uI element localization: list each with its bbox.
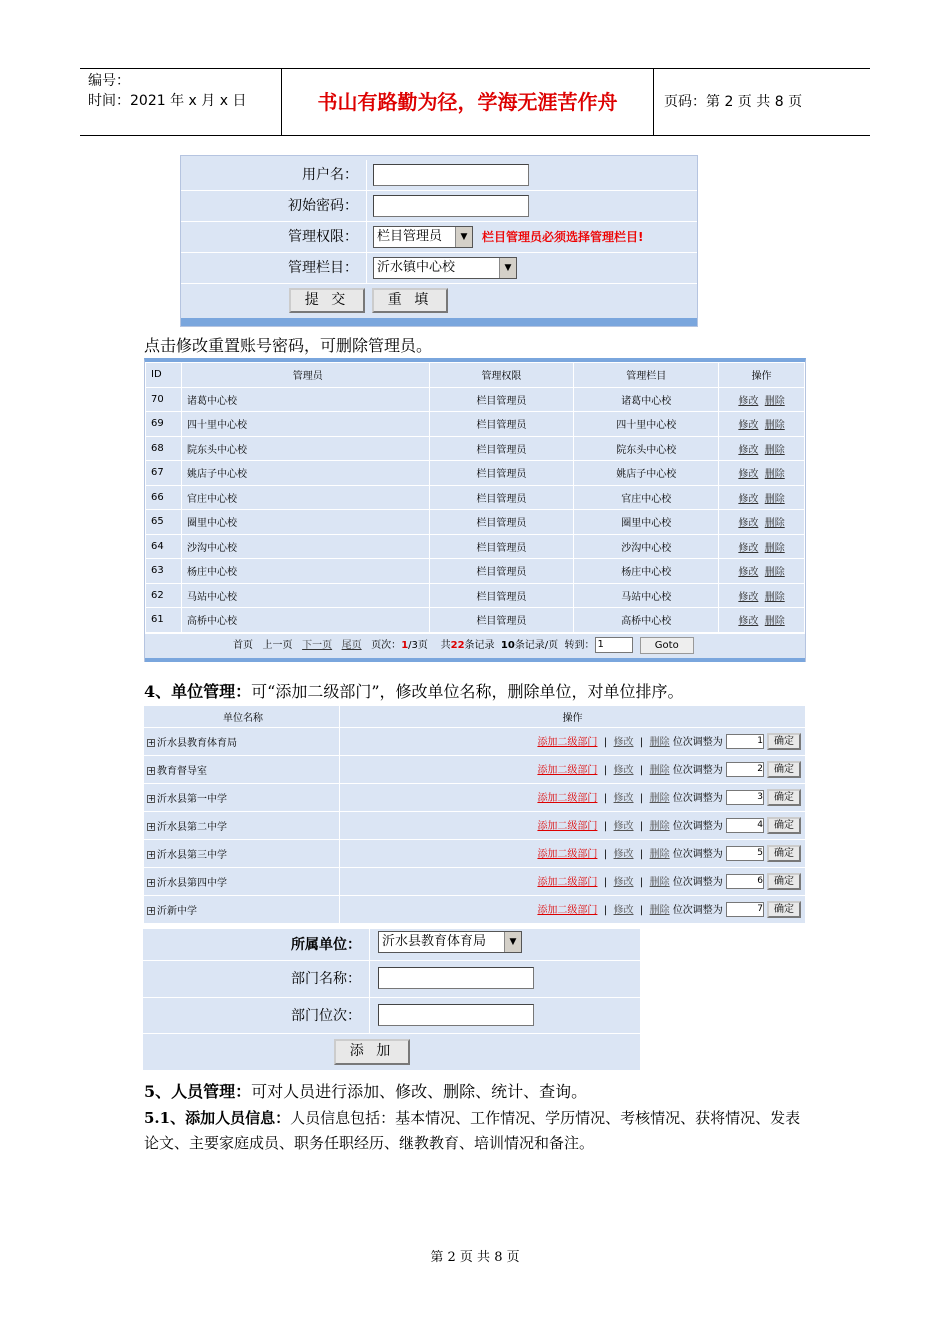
delete-link[interactable]: 删除 [649,792,670,804]
reset-button[interactable]: 重 填 [372,288,448,313]
cell-admin-name: 官庄中心校 [181,485,429,510]
permission-select[interactable] [373,226,473,248]
col-header-actions: 操作 [719,363,805,388]
delete-link[interactable]: 删除 [649,736,670,748]
add-sub-department-link[interactable]: 添加二级部门 [537,764,598,776]
cell-unit-actions [340,868,806,896]
cell-unit-actions [340,756,806,784]
page-footer: 第 2 页 共 8 页 [430,1250,520,1265]
cell-id: 69 [146,412,182,437]
edit-link[interactable]: 修改 [738,444,759,456]
confirm-button[interactable]: 确定 [767,817,801,834]
cell-column: 马站中心校 [574,583,719,608]
table-row [146,387,805,412]
add-department-form [143,929,640,1070]
section5-title: 5、人员管理： [144,1082,252,1101]
table-header-row [146,363,805,388]
table-row [144,756,806,784]
separator: | [633,904,650,916]
order-input[interactable]: 5 [726,846,764,861]
order-input[interactable]: 3 [726,790,764,805]
expand-icon[interactable]: + [148,766,155,775]
cell-unit-name [144,784,340,812]
unit-name: 教育督导室 [157,766,207,777]
cell-actions [719,608,805,633]
table-row [146,412,805,437]
col-header-permission: 管理权限 [429,363,574,388]
table-row [146,559,805,584]
cell-permission: 栏目管理员 [429,534,574,559]
cell-permission: 栏目管理员 [429,436,574,461]
delete-link[interactable]: 删除 [764,616,785,628]
cell-actions [719,461,805,486]
cell-actions [719,534,805,559]
column-row [181,253,697,284]
delete-link[interactable]: 删除 [764,567,785,579]
delete-link[interactable]: 删除 [764,493,785,505]
cell-column: 杨庄中心校 [574,559,719,584]
form-buttons-row [181,284,697,315]
separator: | [597,736,614,748]
add-sub-department-link[interactable]: 添加二级部门 [537,792,598,804]
cell-admin-name: 诸葛中心校 [181,387,429,412]
unit-name: 沂水县第二中学 [157,822,227,833]
add-sub-department-link[interactable]: 添加二级部门 [537,848,598,860]
para-admin-note: 点击修改重置账号密码，可删除管理员。 [144,336,433,355]
form-bottom-bar [181,318,697,326]
cell-permission: 栏目管理员 [429,485,574,510]
pager-next[interactable]: 下一页 [302,640,333,651]
dept-order-input[interactable] [378,1004,534,1026]
edit-link[interactable]: 修改 [738,591,759,603]
submit-button[interactable]: 提 交 [289,288,365,313]
confirm-button[interactable]: 确定 [767,845,801,862]
header-meta [80,69,282,135]
delete-link[interactable]: 删除 [764,469,785,481]
confirm-button[interactable]: 确定 [767,873,801,890]
table-row [146,510,805,535]
pager-per-page: 10 [500,640,515,651]
column-select[interactable] [373,257,517,279]
table-row [146,534,805,559]
cell-actions [719,559,805,584]
separator: | [597,792,614,804]
chevron-down-icon: ▼ [504,932,521,952]
table-row [144,840,806,868]
cell-permission: 栏目管理员 [429,583,574,608]
parent-select[interactable] [378,931,522,953]
edit-link[interactable]: 修改 [738,469,759,481]
delete-link[interactable]: 删除 [764,395,785,407]
edit-link[interactable]: 修改 [613,736,634,748]
cell-id: 62 [146,583,182,608]
edit-link[interactable]: 修改 [738,493,759,505]
add-department-button[interactable]: 添 加 [334,1039,410,1065]
cell-actions [719,485,805,510]
delete-link[interactable]: 删除 [649,904,670,916]
order-label: 位次调整为 [672,736,723,748]
separator: | [597,848,614,860]
edit-link[interactable]: 修改 [738,518,759,530]
dept-name-row [143,961,640,998]
section5-paragraph [144,1080,587,1104]
delete-link[interactable]: 删除 [764,542,785,554]
section5-text: 可对人员进行添加、修改、删除、统计、查询。 [251,1082,588,1101]
pager-per-page-suffix: 条记录/页 [514,640,559,651]
cell-actions [719,387,805,412]
confirm-button[interactable]: 确定 [767,789,801,806]
pager-goto-button[interactable]: Goto [640,637,694,654]
parent-row [143,929,640,961]
add-sub-department-link[interactable]: 添加二级部门 [537,876,598,888]
order-label: 位次调整为 [672,904,723,916]
cell-id: 68 [146,436,182,461]
order-input[interactable]: 1 [726,734,764,749]
cell-id: 67 [146,461,182,486]
cell-column: 四十里中心校 [574,412,719,437]
pagination [145,634,805,658]
add-admin-form [180,155,698,327]
cell-id: 64 [146,534,182,559]
parent-value: 沂水县教育体育局 [382,934,487,949]
cell-actions [719,583,805,608]
section51-text: 人员信息包括：基本情况、工作情况、学历情况、考核情况、获将情况、发表论文、主要家庭成员、职务任职经历、继教教育、培训情况和备注。 [144,1109,801,1152]
password-label: 初始密码： [181,191,367,222]
expand-icon[interactable]: + [148,794,155,803]
cell-unit-name [144,728,340,756]
cell-column: 官庄中心校 [574,485,719,510]
permission-warning: 栏目管理员必须选择管理栏目! [482,230,644,244]
delete-link[interactable]: 删除 [649,876,670,888]
pager-page-current: 1 [401,640,409,651]
order-input[interactable]: 4 [726,818,764,833]
pager-goto-label: 转到： [564,640,595,651]
username-label: 用户名： [181,160,367,191]
cell-permission: 栏目管理员 [429,412,574,437]
time-label: 时间：2021 年 x 月 x 日 [88,93,247,109]
unit-name: 沂水县第三中学 [157,850,227,861]
delete-link[interactable]: 删除 [649,820,670,832]
cell-admin-name: 马站中心校 [181,583,429,608]
col-header-admin: 管理员 [181,363,429,388]
table-header-row [144,706,806,728]
separator: | [633,848,650,860]
chevron-down-icon: ▼ [455,227,472,247]
cell-actions [719,510,805,535]
unit-name: 沂新中学 [157,906,197,917]
pager-total-suffix: 条记录 [464,640,495,651]
cell-permission: 栏目管理员 [429,608,574,633]
separator: | [633,820,650,832]
cell-admin-name: 院东头中心校 [181,436,429,461]
col-header-unit-actions: 操作 [340,706,806,728]
dept-name-input[interactable] [378,967,534,989]
cell-column: 沙沟中心校 [574,534,719,559]
cell-admin-name: 沙沟中心校 [181,534,429,559]
table-row [144,784,806,812]
table-row [144,868,806,896]
dept-name-label: 部门名称： [143,961,370,997]
section51-paragraph [144,1106,809,1156]
cell-actions [719,436,805,461]
cell-permission: 栏目管理员 [429,510,574,535]
add-sub-department-link[interactable]: 添加二级部门 [537,904,598,916]
confirm-button[interactable]: 确定 [767,901,801,918]
cell-column: 圈里中心校 [574,510,719,535]
number-label: 编号： [88,73,130,89]
delete-link[interactable]: 删除 [764,420,785,432]
expand-icon[interactable]: + [148,906,155,915]
edit-link[interactable]: 修改 [613,820,634,832]
edit-link[interactable]: 修改 [613,792,634,804]
pager-page-total: /3页 [408,640,428,651]
order-label: 位次调整为 [672,764,723,776]
table-row [146,436,805,461]
separator: | [597,764,614,776]
separator: | [633,792,650,804]
cell-admin-name: 圈里中心校 [181,510,429,535]
order-label: 位次调整为 [672,848,723,860]
pager-total-prefix: 共 [440,640,451,651]
table-row [146,485,805,510]
table-row [144,812,806,840]
cell-actions [719,412,805,437]
col-header-column: 管理栏目 [574,363,719,388]
username-input[interactable] [373,164,529,186]
edit-link[interactable]: 修改 [613,904,634,916]
separator: | [597,904,614,916]
pager-prev[interactable]: 上一页 [262,640,293,651]
delete-link[interactable]: 删除 [764,518,785,530]
delete-link[interactable]: 删除 [764,591,785,603]
permission-label: 管理权限： [181,222,367,253]
unit-name: 沂水县第一中学 [157,794,227,805]
edit-link[interactable]: 修改 [613,848,634,860]
pager-first[interactable]: 首页 [233,640,253,651]
confirm-button[interactable]: 确定 [767,733,801,750]
cell-id: 70 [146,387,182,412]
pager-goto-input[interactable]: 1 [595,637,633,653]
chevron-down-icon: ▼ [499,258,516,278]
cell-unit-actions [340,896,806,924]
expand-icon[interactable]: + [148,850,155,859]
edit-link[interactable]: 修改 [738,567,759,579]
parent-label: 所属单位： [143,929,370,960]
cell-unit-actions [340,840,806,868]
header-page-info: 页码：第 2 页 共 8 页 [664,94,803,110]
delete-link[interactable]: 删除 [764,444,785,456]
section4-text: 可“添加二级部门”，修改单位名称，删除单位，对单位排序。 [251,682,684,701]
cell-id: 63 [146,559,182,584]
order-input[interactable]: 6 [726,874,764,889]
col-header-id: ID [146,363,182,388]
edit-link[interactable]: 修改 [613,876,634,888]
cell-permission: 栏目管理员 [429,461,574,486]
cell-unit-name [144,896,340,924]
header-motto: 书山有路勤为径，学海无涯苦作舟 [282,69,654,135]
table-row [144,896,806,924]
separator: | [633,876,650,888]
password-input[interactable] [373,195,529,217]
order-label: 位次调整为 [672,876,723,888]
order-input[interactable]: 2 [726,762,764,777]
confirm-button[interactable]: 确定 [767,761,801,778]
col-header-unit-name: 单位名称 [144,706,340,728]
cell-unit-actions [340,784,806,812]
cell-admin-name: 杨庄中心校 [181,559,429,584]
column-label: 管理栏目： [181,253,367,284]
cell-id: 61 [146,608,182,633]
order-input[interactable]: 7 [726,902,764,917]
cell-column: 诸葛中心校 [574,387,719,412]
edit-link[interactable]: 修改 [738,395,759,407]
pager-page-prefix: 页次： [371,640,402,651]
pager-total-count: 22 [450,640,465,651]
edit-link[interactable]: 修改 [738,420,759,432]
dept-button-row [143,1034,640,1070]
separator: | [597,820,614,832]
edit-link[interactable]: 修改 [738,616,759,628]
delete-link[interactable]: 删除 [649,848,670,860]
cell-column: 高桥中心校 [574,608,719,633]
unit-name: 沂水县教育体育局 [157,738,237,749]
table-row [146,461,805,486]
cell-id: 66 [146,485,182,510]
unit-table [143,705,806,924]
table-row [146,583,805,608]
expand-icon[interactable]: + [148,822,155,831]
table-bottom-bar [145,658,805,662]
delete-link[interactable]: 删除 [649,764,670,776]
cell-unit-actions [340,728,806,756]
separator: | [633,764,650,776]
order-label: 位次调整为 [672,792,723,804]
table-row [144,728,806,756]
cell-permission: 栏目管理员 [429,387,574,412]
dept-order-row [143,998,640,1034]
separator: | [633,736,650,748]
cell-unit-actions [340,812,806,840]
expand-icon[interactable]: + [148,878,155,887]
edit-link[interactable]: 修改 [613,764,634,776]
separator: | [597,876,614,888]
pager-last[interactable]: 尾页 [341,640,362,651]
page-header [80,68,870,136]
section51-title: 5.1、添加人员信息： [144,1109,291,1127]
section4-paragraph [144,680,684,704]
add-sub-department-link[interactable]: 添加二级部门 [537,736,598,748]
cell-admin-name: 四十里中心校 [181,412,429,437]
cell-column: 院东头中心校 [574,436,719,461]
column-value: 沂水镇中心校 [377,260,456,275]
cell-unit-name [144,756,340,784]
dept-order-label: 部门位次： [143,998,370,1033]
cell-unit-name [144,812,340,840]
cell-unit-name [144,868,340,896]
order-label: 位次调整为 [672,820,723,832]
admin-table [144,358,806,662]
cell-id: 65 [146,510,182,535]
edit-link[interactable]: 修改 [738,542,759,554]
cell-unit-name [144,840,340,868]
expand-icon[interactable]: + [148,738,155,747]
section4-title: 4、单位管理： [144,682,252,701]
password-row [181,191,697,222]
cell-admin-name: 姚店子中心校 [181,461,429,486]
permission-row [181,222,697,253]
cell-column: 姚店子中心校 [574,461,719,486]
add-sub-department-link[interactable]: 添加二级部门 [537,820,598,832]
unit-name: 沂水县第四中学 [157,878,227,889]
cell-admin-name: 高桥中心校 [181,608,429,633]
cell-permission: 栏目管理员 [429,559,574,584]
permission-value: 栏目管理员 [377,229,443,244]
username-row [181,160,697,191]
table-row [146,608,805,633]
